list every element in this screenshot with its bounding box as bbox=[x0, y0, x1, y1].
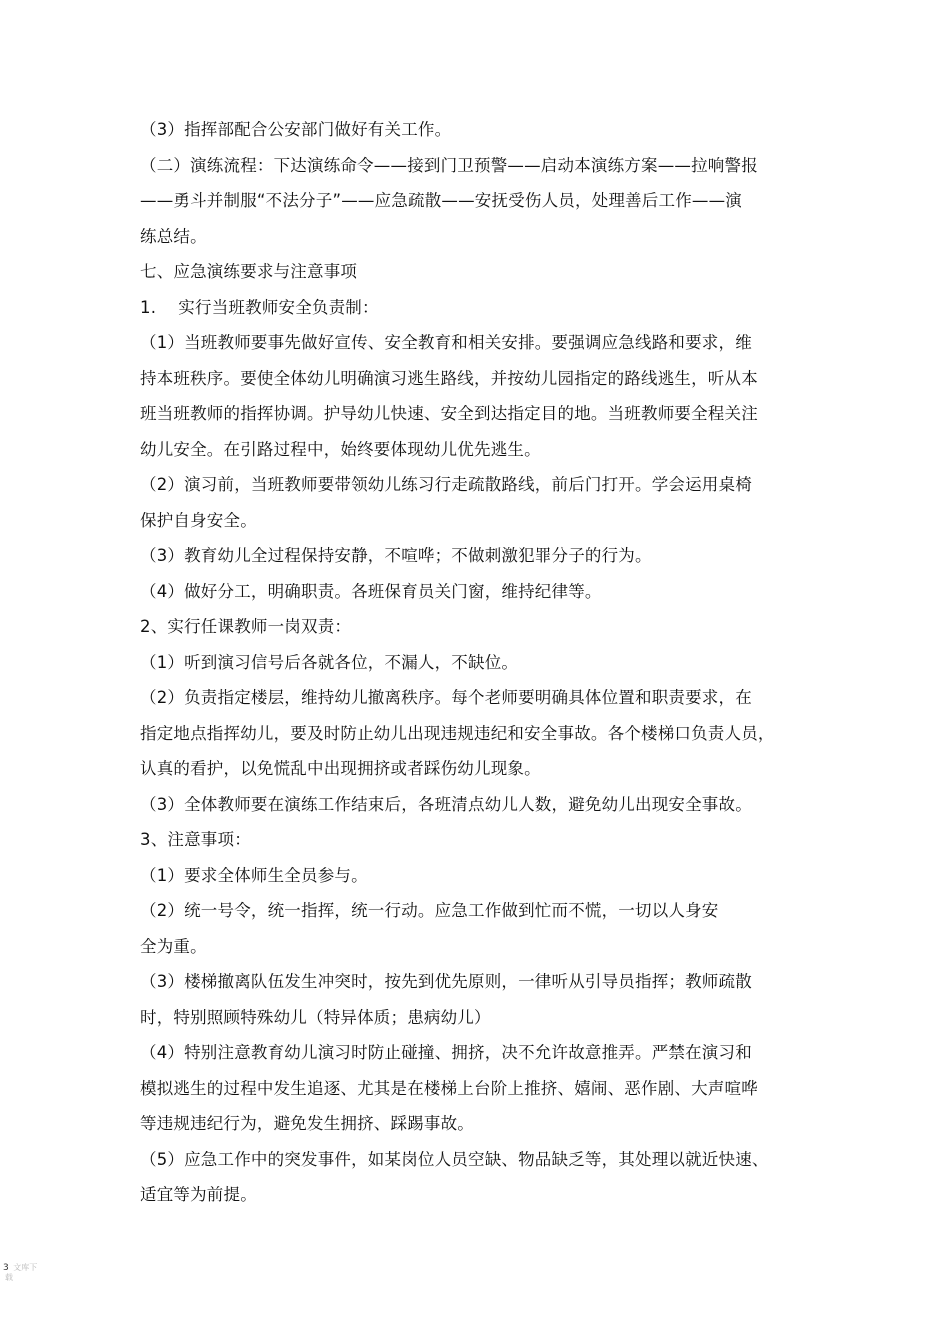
text-line: 保护自身安全。 bbox=[140, 510, 257, 530]
subsection-heading: 1. 实行当班教师安全负责制： bbox=[140, 297, 379, 317]
watermark-text-continued: 载 bbox=[5, 1273, 13, 1282]
text-line: （4）做好分工，明确职责。各班保育员关门窗，维持纪律等。 bbox=[140, 581, 602, 601]
text-line: （2）负责指定楼层，维持幼儿撤离秩序。每个老师要明确具体位置和职责要求，在 bbox=[140, 688, 752, 707]
text-line: 练总结。 bbox=[140, 226, 207, 246]
text-line: （2）统一号令，统一指挥，统一行动。应急工作做到忙而不慌，一切以人身安 bbox=[140, 901, 719, 920]
text-line: （1）要求全体师生全员参与。 bbox=[140, 865, 368, 885]
text-line: （2）演习前，当班教师要带领幼儿练习行走疏散路线，前后门打开。学会运用桌椅 bbox=[140, 475, 752, 494]
section-heading: 七、应急演练要求与注意事项 bbox=[140, 262, 358, 281]
text-line: 适宜等为前提。 bbox=[140, 1185, 257, 1204]
text-line: （3）全体教师要在演练工作结束后，各班清点幼儿人数，避免幼儿出现安全事故。 bbox=[140, 794, 752, 814]
text-line: （3）教育幼儿全过程保持安静，不喧哗；不做刺激犯罪分子的行为。 bbox=[140, 546, 652, 565]
text-line: （3）楼梯撤离队伍发生冲突时，按先到优先原则，一律听从引导员指挥；教师疏散 bbox=[140, 972, 752, 991]
text-line: （1）当班教师要事先做好宣传、安全教育和相关安排。要强调应急线路和要求，维 bbox=[140, 333, 752, 352]
text-line: 时，特别照顾特殊幼儿（特异体质；患病幼儿） bbox=[140, 1007, 491, 1027]
text-line: 模拟逃生的过程中发生追逐、尤其是在楼梯上台阶上推挤、嬉闹、恶作剧、大声喧哗 bbox=[140, 1078, 758, 1098]
subsection-heading: 2、实行任课教师一岗双责： bbox=[140, 617, 352, 636]
subsection-heading: 3、注意事项： bbox=[140, 830, 251, 849]
text-line: 认真的看护，以免慌乱中出现拥挤或者踩伤幼儿现象。 bbox=[140, 759, 541, 778]
text-line: （3）指挥部配合公安部门做好有关工作。 bbox=[140, 120, 452, 139]
text-line: 持本班秩序。要使全体幼儿明确演习逃生路线，并按幼儿园指定的路线逃生，听从本 bbox=[140, 368, 758, 388]
text-line: （4）特别注意教育幼儿演习时防止碰撞、拥挤，决不允许故意推弄。严禁在演习和 bbox=[140, 1043, 752, 1062]
page-number: 3 bbox=[3, 1263, 9, 1273]
text-line: 幼儿安全。在引路过程中，始终要体现幼儿优先逃生。 bbox=[140, 439, 541, 459]
text-line: 等违规违纪行为，避免发生拥挤、踩踢事故。 bbox=[140, 1114, 474, 1133]
text-line: （二）演练流程：下达演练命令——接到门卫预警——启动本演练方案——拉响警报 bbox=[140, 155, 758, 175]
text-line: 全为重。 bbox=[140, 936, 207, 956]
document-body bbox=[140, 112, 830, 1213]
text-line: （1）听到演习信号后各就各位，不漏人，不缺位。 bbox=[140, 652, 519, 672]
text-line: ——勇斗并制服“不法分子”——应急疏散——安抚受伤人员，处理善后工作——演 bbox=[140, 191, 742, 210]
text-line: 指定地点指挥幼儿，要及时防止幼儿出现违规违纪和安全事故。各个楼梯口负责人员， bbox=[140, 723, 775, 743]
page-footer bbox=[3, 1263, 37, 1283]
text-line: （5）应急工作中的突发事件，如某岗位人员空缺、物品缺乏等，其处理以就近快速、 bbox=[140, 1149, 769, 1169]
watermark-text: 文库下 bbox=[13, 1263, 38, 1272]
text-line: 班当班教师的指挥协调。护导幼儿快速、安全到达指定目的地。当班教师要全程关注 bbox=[140, 404, 758, 423]
